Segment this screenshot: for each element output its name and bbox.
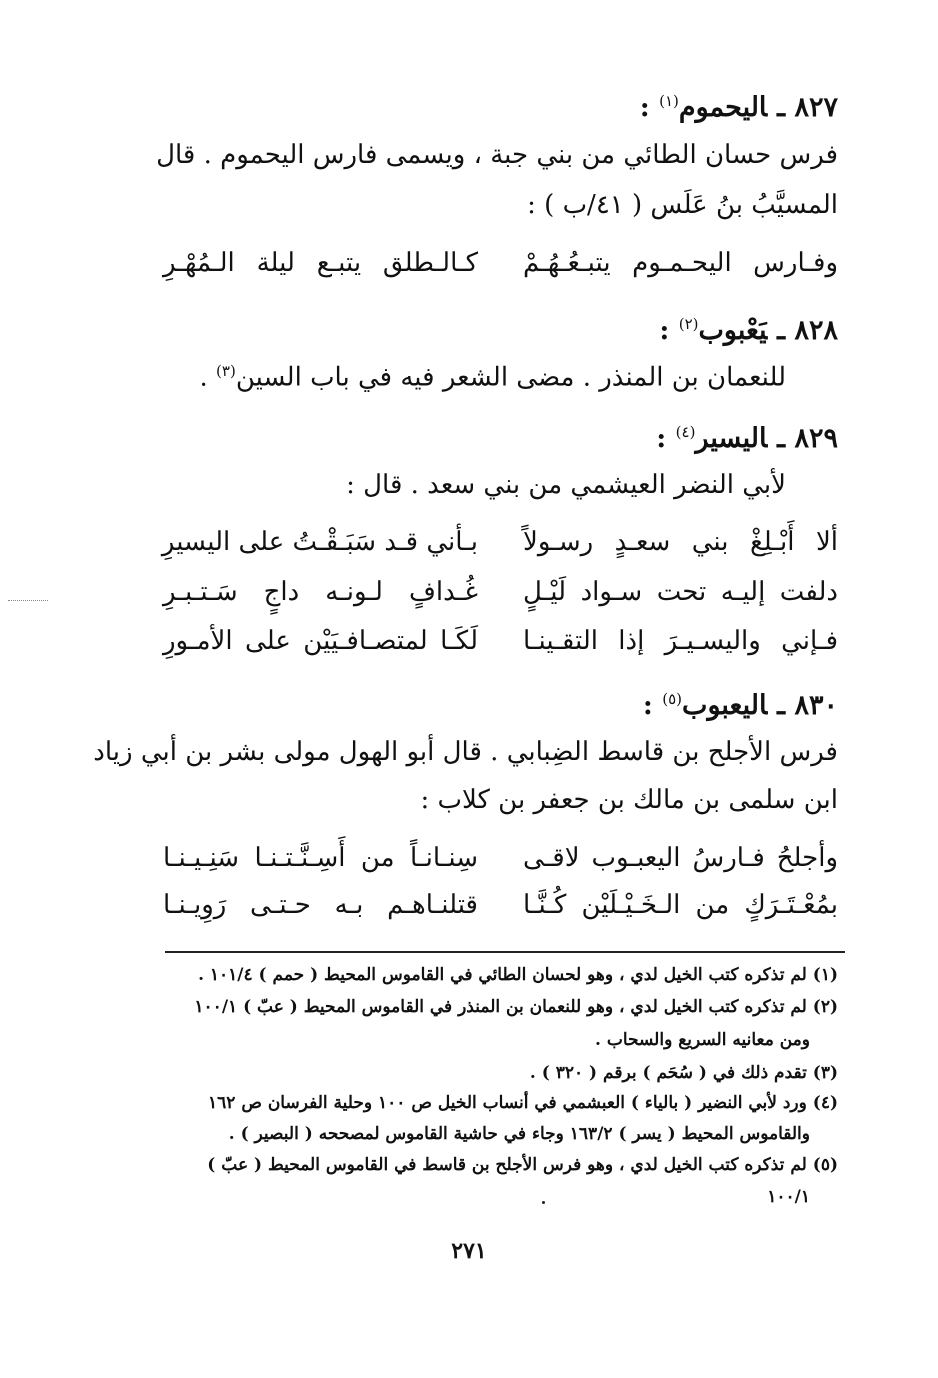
entry-828-text-line-1	[200, 362, 786, 393]
footnote-text: لم تذكره كتب الخيل لدي ، وهو للنعمان بن المنذر في القاموس المحيط ( عبّ ) ١٠٠/١	[194, 997, 807, 1017]
scan-speck	[542, 1201, 545, 1204]
footnote-ref: (٤)	[675, 423, 696, 441]
page-number: ٢٧١	[451, 1238, 487, 1264]
verse-second-hemistich: قتلنـاهـم بـه حـتـى رَوِيـنـا	[163, 890, 478, 920]
scan-margin-mark	[8, 600, 48, 601]
footnote-2	[194, 997, 838, 1017]
footnote-1	[198, 965, 838, 985]
footnote-text: لم تذكره كتب الخيل لدي ، وهو فرس الأجلح بن قاسط في القاموس المحيط ( عبّ )	[207, 1155, 807, 1175]
footnote-ref: (٥)	[662, 690, 683, 708]
entry-word: يَعْبوب	[698, 315, 768, 346]
footnote-text: تقدم ذلك في ( سُحَم ) برقم ( ٣٢٠ ) .	[529, 1063, 807, 1083]
footnote-marker: (٤)	[812, 1093, 838, 1113]
entry-830-text-line-2: ابن سلمى بن مالك بن جعفر بن كلاب :	[420, 785, 838, 815]
sentence-end: .	[199, 362, 217, 393]
footnote-marker: (٥)	[812, 1155, 838, 1175]
entry-colon: :	[642, 690, 653, 721]
footnote-3	[530, 1063, 838, 1083]
footnote-text: لم تذكره كتب الخيل لدي ، وهو لحسان الطائي في القاموس المحيط ( حمم ) ١٠١/٤ .	[198, 965, 807, 985]
footnote-ref: (٢)	[678, 315, 699, 333]
verse-second-hemistich: بـأني قـد سَبَـقْـتُ على اليسيرِ	[161, 527, 478, 557]
footnote-separator-rule	[165, 951, 845, 953]
footnote-4	[208, 1093, 838, 1113]
verse-first-hemistich: ألا أَبْـلِغْ بني سعـدٍ رسـولاً	[523, 527, 838, 557]
verse-first-hemistich: بمُعْـتَـرَكٍ من الـخَـيْـلَيْن كُـنَّـا	[523, 890, 838, 920]
footnote-2-continuation: ومن معانيه السريع والسحاب .	[595, 1030, 810, 1050]
entry-word: اليحموم	[678, 92, 768, 123]
entry-number: ٨٣٠ ـ	[777, 690, 838, 721]
footnote-5	[207, 1155, 838, 1175]
entry-830-text-line-1: فرس الأجلح بن قاسط الضِبابي . قال أبو الهول مولى بشر بن أبي زياد	[93, 737, 838, 767]
verse-second-hemistich: لَكَـا لمتصـافـيَيْن على الأمـورِ	[163, 626, 478, 656]
verse-first-hemistich: دلفت إليـه تحت سـواد لَيْـلٍ	[523, 577, 838, 607]
verse-first-hemistich: وفـارس اليحـمـوم يتبـعُـهُـمْ	[523, 248, 838, 278]
verse-first-hemistich: فـإني واليسـيـرَ إذا التقـينـا	[523, 626, 838, 656]
verse-first-hemistich: وأجلحُ فـارسُ اليعبـوب لاقـى	[523, 843, 838, 873]
footnote-marker: (١)	[812, 965, 838, 985]
footnote-marker: (٢)	[812, 997, 838, 1017]
entry-heading-830	[643, 690, 838, 721]
entry-828-text: للنعمان بن المنذر . مضى الشعر فيه في باب السين	[235, 362, 786, 393]
footnote-marker: (٣)	[812, 1063, 838, 1083]
entry-colon: :	[656, 423, 667, 454]
footnote-5-continuation: ١٠٠/١	[767, 1187, 810, 1207]
entry-number: ٨٢٧ ـ	[777, 92, 838, 123]
entry-number: ٨٢٨ ـ	[777, 315, 838, 346]
entry-heading-829	[656, 423, 838, 454]
entry-word: اليسير	[695, 423, 768, 454]
verse-second-hemistich: سِنـانـاً من أَسِـنَّـتـنـا سَنِـيـنـا	[163, 843, 478, 873]
verse-second-hemistich: كـالـطلق يتبـع ليلة الـمُهْـرِ	[163, 248, 478, 278]
footnote-ref: (٣)	[216, 362, 236, 380]
entry-number: ٨٢٩ ـ	[777, 423, 838, 454]
footnote-ref: (١)	[659, 92, 679, 110]
entry-colon: :	[659, 315, 670, 346]
entry-heading-828	[659, 315, 838, 346]
entry-colon: :	[639, 92, 650, 123]
entry-829-text-line-1: لأبي النضر العيشمي من بني سعد . قال :	[346, 470, 786, 500]
entry-heading-827	[640, 92, 838, 123]
entry-word: اليعبوب	[682, 690, 768, 721]
footnote-4-continuation: والقاموس المحيط ( يسر ) ١٦٣/٢ وجاء في حاشية القاموس لمصححه ( البصير ) .	[228, 1124, 810, 1144]
footnote-text: ورد لأبي النضير ( بالياء ) العبشمي في أنساب الخيل ص ١٠٠ وحلية الفرسان ص ١٦٢	[208, 1093, 807, 1113]
entry-827-text-line-1: فرس حسان الطائي من بني جبة ، ويسمى فارس اليحموم . قال	[156, 140, 838, 170]
verse-second-hemistich: غُـدافٍ لـونـه داجٍ سَـتـبـرِ	[163, 577, 478, 607]
entry-827-text-line-2: المسيَّبُ بنُ عَلَس ( ٤١/ب ) :	[527, 190, 838, 220]
